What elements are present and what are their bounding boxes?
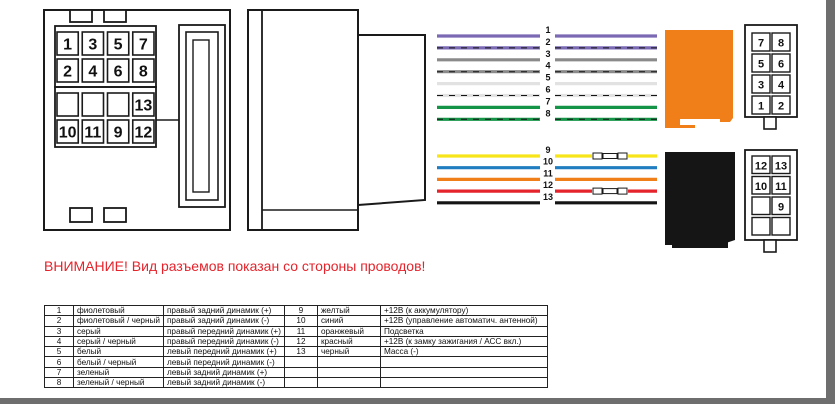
wire-number: 5 <box>545 72 551 83</box>
table-cell: 2 <box>45 316 74 326</box>
table-row <box>45 316 548 326</box>
table-cell: Масса (-) <box>380 347 547 357</box>
table-cell: Подсветка <box>380 326 547 336</box>
table-cell: фиолетовый <box>74 306 164 316</box>
table-cell <box>284 378 317 388</box>
wire-number: 3 <box>545 48 551 59</box>
connector-pin-number: 1 <box>63 36 73 54</box>
table-cell: 6 <box>45 357 74 367</box>
wire-number: 6 <box>545 84 551 95</box>
table-cell: синий <box>317 316 380 326</box>
table-cell: желтый <box>317 306 380 316</box>
table-cell: левый задний динамик (-) <box>163 378 284 388</box>
table-cell: левый задний динамик (+) <box>163 367 284 377</box>
connector-pin-number: 2 <box>63 63 73 81</box>
connector-pin-number: 9 <box>113 124 123 142</box>
table-cell: 8 <box>45 378 74 388</box>
wire-number: 12 <box>542 180 554 191</box>
table-cell: серый / черный <box>74 336 164 346</box>
table-cell: 9 <box>284 306 317 316</box>
frame-edge-right <box>826 0 835 404</box>
wire-number: 13 <box>542 191 554 202</box>
pinout-orange-plug <box>745 25 797 129</box>
pinout-number: 13 <box>774 160 788 173</box>
pinout-number: 6 <box>777 58 785 71</box>
table-cell <box>284 367 317 377</box>
connector-pin-number: 13 <box>134 97 153 115</box>
fuse-holder <box>618 188 627 194</box>
pinout-number: 8 <box>777 37 785 50</box>
table-cell: правый передний динамик (+) <box>163 326 284 336</box>
table-cell: 11 <box>284 326 317 336</box>
table-cell: 3 <box>45 326 74 336</box>
connector-pin-number: 10 <box>58 124 77 142</box>
connector-pin-cell <box>57 93 78 116</box>
wire-number: 8 <box>545 108 551 119</box>
table-cell: +12В (к замку зажигания / АСС вкл.) <box>380 336 547 346</box>
table-cell: фиолетовый / черный <box>74 316 164 326</box>
frame-edge-bottom <box>0 398 835 404</box>
connector-pin-number: 7 <box>138 36 148 54</box>
pinout-cell <box>752 218 770 236</box>
table-cell <box>317 367 380 377</box>
wire-number: 10 <box>542 156 554 167</box>
table-cell: +12В (к аккумулятору) <box>380 306 547 316</box>
wire-number: 2 <box>545 36 551 47</box>
table-row <box>45 336 548 346</box>
table-cell: 7 <box>45 367 74 377</box>
wire-bundle <box>437 25 657 203</box>
pinout-cell <box>772 218 790 236</box>
pinout-number: 1 <box>757 100 765 113</box>
connector-pin-number: 4 <box>88 63 98 81</box>
table-cell <box>317 357 380 367</box>
table-cell: правый задний динамик (+) <box>163 306 284 316</box>
connector-side-view <box>248 10 425 230</box>
table-row <box>45 378 548 388</box>
connector-pin-number: 6 <box>113 63 123 81</box>
pinout-number: 12 <box>754 160 768 173</box>
table-cell: 5 <box>45 347 74 357</box>
wire-number: 7 <box>545 96 551 107</box>
table-cell: зеленый <box>74 367 164 377</box>
pinout-number: 11 <box>775 180 787 193</box>
table-cell: черный <box>317 347 380 357</box>
table-cell: 1 <box>45 306 74 316</box>
table-cell: правый передний динамик (-) <box>163 336 284 346</box>
pinout-number: 10 <box>754 180 768 193</box>
orange-plug <box>665 30 733 128</box>
connector-pin-cell <box>108 93 129 116</box>
table-row <box>45 306 548 316</box>
pinout-number: 9 <box>777 201 785 214</box>
table-cell: белый <box>74 347 164 357</box>
table-cell <box>380 367 547 377</box>
pinout-number: 3 <box>757 79 765 92</box>
fuse-holder <box>618 153 627 159</box>
table-cell: 12 <box>284 336 317 346</box>
pinout-cell <box>752 197 770 215</box>
table-cell: 13 <box>284 347 317 357</box>
fuse <box>603 154 617 159</box>
wire-number: 1 <box>545 25 551 35</box>
fuse <box>603 189 617 194</box>
warning-text: ВНИМАНИЕ! Вид разъемов показан со стороны проводов! <box>44 258 426 274</box>
table-cell: левый передний динамик (-) <box>163 357 284 367</box>
table-cell: левый передний динамик (+) <box>163 347 284 357</box>
connector-pin-number: 3 <box>88 36 98 54</box>
connector-pin-number: 11 <box>84 124 102 142</box>
table-cell: правый задний динамик (-) <box>163 316 284 326</box>
pinout-number: 2 <box>777 100 785 113</box>
connector-pin-cell <box>82 93 103 116</box>
table-cell: 4 <box>45 336 74 346</box>
table-row <box>45 326 548 336</box>
table-cell: серый <box>74 326 164 336</box>
wire-number: 9 <box>545 145 551 155</box>
table-cell: красный <box>317 336 380 346</box>
table-cell <box>380 378 547 388</box>
fuse-holder <box>593 188 602 194</box>
wire-number: 4 <box>545 60 551 71</box>
table-row <box>45 357 548 367</box>
table-cell <box>380 357 547 367</box>
table-row <box>45 367 548 377</box>
connector-pin-number: 5 <box>113 36 123 54</box>
table-cell: оранжевый <box>317 326 380 336</box>
table-cell: белый / черный <box>74 357 164 367</box>
iso-connector-face <box>44 10 230 230</box>
connector-pin-number: 8 <box>138 63 148 81</box>
connector-pin-number: 12 <box>134 124 153 142</box>
black-plug <box>665 152 735 248</box>
pinout-black-plug <box>745 150 797 252</box>
pinout-number: 7 <box>757 37 765 50</box>
table-cell: 10 <box>284 316 317 326</box>
table-cell <box>284 357 317 367</box>
table-row <box>45 347 548 357</box>
pinout-number: 4 <box>777 79 785 92</box>
fuse-holder <box>593 153 602 159</box>
table-cell: зеленый / черный <box>74 378 164 388</box>
pinout-table <box>44 305 548 388</box>
wire-number: 11 <box>543 168 553 179</box>
table-cell: +12В (управление автоматич. антенной) <box>380 316 547 326</box>
pinout-number: 5 <box>757 58 765 71</box>
table-cell <box>317 378 380 388</box>
